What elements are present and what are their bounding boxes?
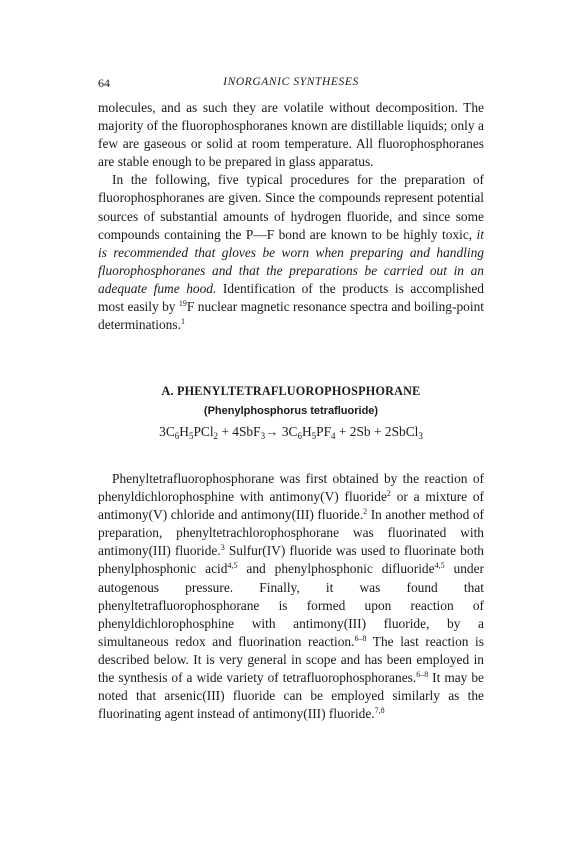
eq-subscript: 3 [418,431,423,441]
paragraph-2-text: Identification of the products is accomplished most easily by [98,280,485,315]
eq-subscript: 4 [331,431,336,441]
paragraph-3 [98,470,484,723]
safety-warning: it is recommended that gloves be worn when preparing and handling fluorophosphoranes and that the preparations be carried out in an adequate fume hood. [98,226,484,296]
intro-text-block [98,99,484,334]
reference-marker: 1 [180,317,185,327]
reference-marker: 6–8 [354,633,367,643]
eq-part: → 3C [265,424,298,439]
reference-marker: 6–8 [416,670,429,680]
paragraph-3-text: or a mixture of antimony(V) chloride and antimony(III) fluoride. [98,489,484,523]
eq-subscript: 2 [213,431,219,441]
paragraph-3-text: It may be noted that arsenic(III) fluoride can be employed similarly as the fluorinating agent instead of antimony(III) fluoride. [98,670,484,722]
paragraph-2-text: In the following, five typical procedures for the preparation of fluorophosphoranes are given. Since the compounds represent potential sources of substantial amounts of hydrogen fluoride, and since some compounds containing the P—F bond are known to be highly toxic, [98,172,484,242]
page-header [98,76,484,92]
eq-part: + 2Sb + 2SbCl [335,424,419,439]
paragraph-3-text: under autogenous pressure. Finally, it was found that phenyltetrafluorophosphorane is formed upon reaction of phenyldichlorophosphine with antimony(III) fluoride, by a simultaneous redox and fluorination reaction. [98,561,485,649]
running-head: INORGANIC SYNTHESES [223,76,359,88]
eq-part: H [301,424,312,439]
paragraph-2 [98,171,484,334]
eq-subscript: 5 [188,431,194,441]
reference-marker: 2 [363,507,368,517]
page-number: 64 [98,76,110,90]
eq-part: 3C [159,424,175,439]
procedure-text-block [98,470,484,723]
reference-marker: 2 [386,489,391,499]
reference-marker: 4,5 [434,561,445,571]
eq-part: + 4SbF [218,424,261,439]
paragraph-3-text: The last reaction is described below. It is very general in scope and has been employed in the synthesis of a wide variety of tetrafluorophosphoranes. [98,633,484,686]
isotope-superscript: 19 [178,299,187,309]
eq-part: PF [316,424,332,439]
reference-marker: 3 [220,543,225,553]
paragraph-1 [98,99,484,171]
reference-marker: 7,8 [374,706,385,716]
eq-part: PCl [193,424,214,439]
reaction-equation [98,424,484,440]
eq-subscript: 5 [311,431,317,441]
eq-part: H [179,424,189,439]
paragraph-3-text: and phenylphosphonic difluoride [237,561,435,577]
paragraph-3-text: Sulfur(IV) fluoride was used to fluorinate both phenylphosphonic acid [98,543,484,577]
section-title: A. PHENYLTETRAFLUOROPHOSPHORANE [161,384,421,398]
section-subtitle: (Phenylphosphorus tetrafluoride) [203,405,379,417]
reference-marker: 4,5 [227,561,238,571]
paragraph-1-text: molecules, and as such they are volatile without decomposition. The majority of the fluorophosphoranes known are distillable liquids; only a few are gaseous or solid at room temperature. All fluorophosphoranes are stable enough to be prepared in glass apparatus. [98,100,484,170]
paragraph-2-text: F nuclear magnetic resonance spectra and boiling-point determinations. [98,299,484,333]
paragraph-3-text: In another method of preparation, phenyltetrachlorophosphorane was fluorinated with antimony(III) fluoride. [98,507,484,559]
eq-subscript: 3 [260,431,266,441]
eq-subscript: 6 [174,431,180,441]
eq-subscript: 6 [297,431,302,441]
paragraph-3-text: Phenyltetrafluorophosphorane was first obtained by the reaction of phenyldichlorophosphine with antimony(V) fluoride [98,471,484,505]
